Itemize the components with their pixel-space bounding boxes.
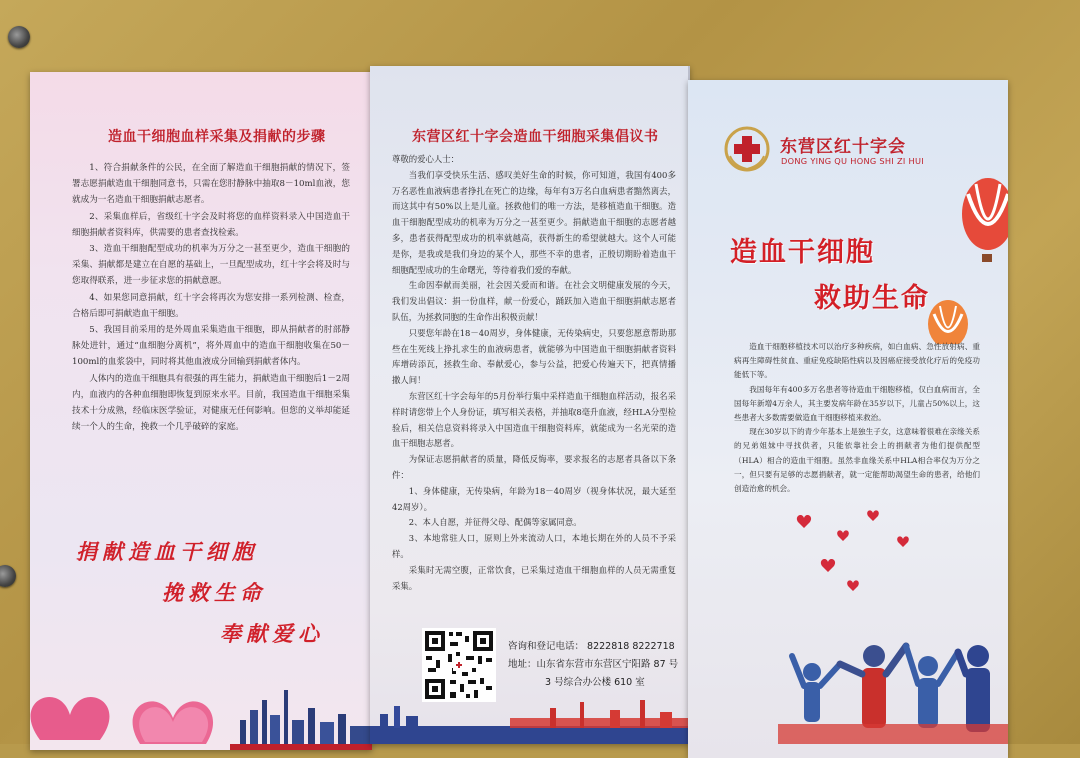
left-panel — [30, 72, 372, 750]
paragraph: 我国每年有400多万名患者等待造血干细胞移植，仅白血病而言，全国每年新增4万余人，其主要发病年龄在35岁以下，儿童占50%以上，这些患者大多数需要做造血干细胞移植来救治。 — [734, 384, 980, 423]
paragraph: 4、如果您同意捐献，红十字会将再次为您安排一系列检测、检查，合格后即可捐献造血干细胞。 — [72, 292, 350, 319]
middle-panel — [370, 66, 690, 744]
paragraph: 东营区红十字会每年的5月份举行集中采样造血干细胞血样活动，报名采样时请您带上个人身份证，填写相关表格，并抽取8毫升血液，经HLA分型检验后，相关信息资料将录入中国造血干细胞资料库，就能成为一名光荣的造血干细胞志愿者。 — [392, 390, 676, 449]
middle-panel-body — [392, 152, 676, 594]
contact-address: 3 号综合办公楼 610 室 — [545, 677, 645, 688]
paragraph: 现在30岁以下的青少年基本上是独生子女，这意味着很难在亲缘关系的兄弟姐妹中寻找供者，只能依靠社会上的捐献者为他们提供配型（HLA）相合的造血干细胞。虽然非血缘关系中HLA相合率仅为万分之一，但只要有足够的志愿捐献者，就一定能帮助渴望生命的患者，给他们创造治愈的机会。 — [734, 427, 980, 494]
paragraph: 3、造血干细胞配型成功的机率为万分之一甚至更少，造血干细胞的采集、捐献都是建立在自愿的基础上，一旦配型成功，红十字会将及时与您取得联系，进一步征求您的捐献意愿。 — [72, 244, 350, 287]
paragraph: 生命因奉献而美丽，社会因关爱而和谐。在社会文明健康发展的今天，我们发出倡议：捐一份血样，献一份爱心，踊跃加入造血干细胞捐献志愿者队伍，为拯救同胞的生命作出积极贡献！ — [392, 280, 676, 322]
paragraph: 当我们享受快乐生活、感叹美好生命的时候，你可知道，我国有400多万名恶性血液病患者挣扎在死亡的边缘，每年有3万名白血病患者黯然离去，而这其中有50%以上是儿童。拯救他们的唯一方法，是移植造血干细胞。造血干细胞配型成功的机率为万分之一甚至更少。捐献造血干细胞的志愿者越多，患者获得配型成功的机率就越高，获得新生的希望就越大。这个人可能是你，是我或是我们身边的某个人，那些不幸的患者，正殷切期盼着造血干细胞配型成功的生命曙光，等待着我们爱的奉献。 — [392, 169, 676, 275]
brochure — [30, 66, 1030, 744]
paragraph: 为保证志愿捐献者的质量，降低反悔率，要求报名的志愿者具备以下条件： — [392, 454, 676, 480]
paragraph: 人体内的造血干细胞具有很强的再生能力，捐献造血干细胞后1－2周内，血液内的各种血细胞即恢复到原来水平。目前，我国造血干细胞采集技术十分成熟，经临床医学验证，对健康无任何影响。但您的义举却能延续一个人的生命，挽救一个几乎破碎的家庭。 — [72, 373, 350, 433]
org-name: 东营区红十字会 — [780, 137, 906, 157]
paragraph: 1、身体健康，无传染病，年龄为18－40周岁（视身体状况，最大延至42周岁）。 — [392, 485, 676, 512]
screw-icon — [8, 26, 30, 48]
paragraph: 造血干细胞移植技术可以治疗多种疾病，如白血病、急性放射病、重病再生障碍性贫血、重症免疫缺陷性病以及因癌症接受放化疗后的免疫功能低下等。 — [734, 342, 980, 380]
contact-address: 地址：山东省东营市东营区宁阳路 87 号 — [508, 659, 679, 670]
paragraph: 2、本人自愿，并征得父母、配偶等家属同意。 — [408, 517, 582, 528]
contact-phone: 咨询和登记电话： 8222818 8222718 — [508, 641, 675, 652]
paragraph: 只要您年龄在18－40周岁，身体健康，无传染病史，只要您愿意帮助那些在生死线上挣扎求生的血液病患者，就能够为中国造血干细胞捐献者资料库增砖添瓦，拯救生命、奉献爱心，参与公益，把爱心传遍天下，把真情播撒人间！ — [392, 327, 676, 386]
slogan-main: 救助生命 — [814, 283, 930, 314]
left-panel-title: 造血干细胞血样采集及捐献的步骤 — [108, 129, 326, 145]
right-panel — [688, 80, 1008, 758]
qr-code-icon — [422, 628, 496, 702]
paragraph: 1、符合捐献条件的公民，在全面了解造血干细胞捐献的情况下，签署志愿捐献造血干细胞同意书，只需在您肘静脉中抽取8－10ml血液，您就成为一名造血干细胞捐献志愿者。 — [72, 163, 350, 206]
red-cross-logo-icon — [724, 126, 770, 172]
paragraph: 3、本地常驻人口，原则上外来流动人口，本地长期在外的人员不予采样。 — [392, 533, 676, 559]
hot-air-balloon-icon — [928, 174, 1008, 344]
slogan-line-1: 捐献造血干细胞 — [76, 539, 258, 564]
right-panel-body — [734, 340, 980, 496]
heart-decoration-icon — [30, 660, 372, 750]
left-panel-body — [72, 160, 350, 435]
greeting: 尊敬的爱心人士： — [392, 154, 459, 164]
slogan-line-3: 奉献爱心 — [220, 621, 324, 646]
paragraph: 采集时无需空腹，正常饮食，已采集过造血干细胞血样的人员无需重复采集。 — [392, 564, 676, 591]
paragraph: 5、我国目前采用的是外周血采集造血干细胞，即从捐献者的肘部静脉处进针，通过“血细胞分离机”，将外周血中的造血干细胞收集在50－100ml的血浆袋中，同时将其他血液成分回输到捐献者体内。 — [72, 325, 350, 368]
city-skyline-icon — [370, 696, 690, 744]
slogan-main: 造血干细胞 — [730, 237, 875, 268]
paragraph: 2、采集血样后，省级红十字会及时将您的血样资料录入中国造血干细胞捐献者资料库，供需要的患者查找检索。 — [72, 211, 350, 238]
org-pinyin: DONG YING QU HONG SHI ZI HUI — [781, 156, 924, 166]
middle-panel-title: 东营区红十字会造血干细胞采集倡议书 — [412, 129, 659, 145]
slogan-line-2: 挽救生命 — [162, 580, 266, 605]
people-silhouette-icon — [778, 506, 1008, 744]
